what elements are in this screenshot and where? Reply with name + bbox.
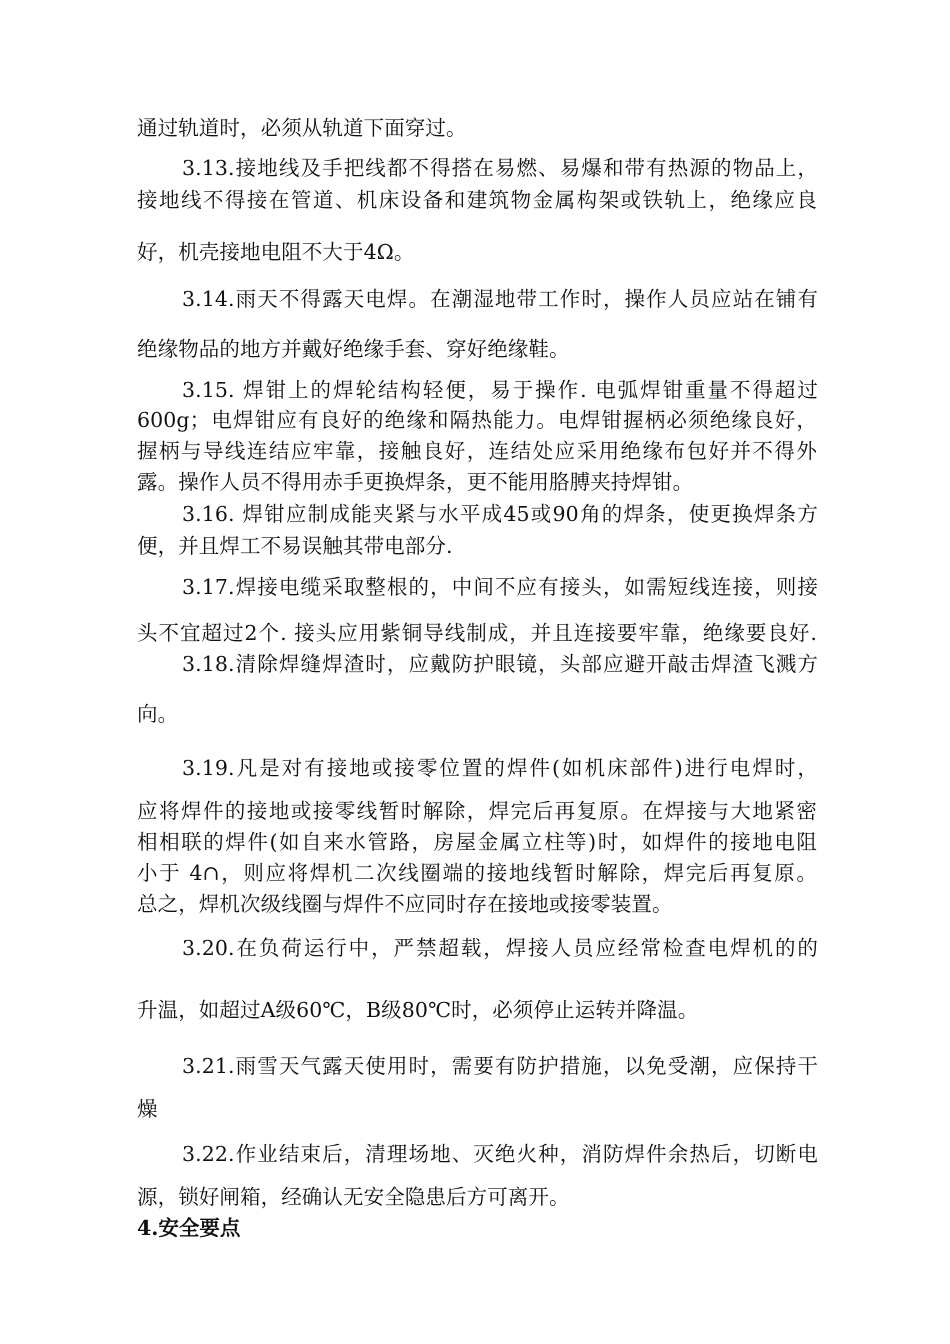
text-line: 握柄与导线连结应牢靠，接触良好，连结处应采用绝缘布包好并不得外 [137, 439, 817, 463]
text-line: 3.15. 焊钳上的焊轮结构轻便，易于操作. 电弧焊钳重量不得超过 [182, 378, 818, 402]
text-line: 源，锁好闸箱，经确认无安全隐患后方可离开。 [137, 1185, 570, 1209]
text-line: 3.22.作业结束后，清理场地、灭绝火种，消防焊件余热后，切断电 [182, 1142, 818, 1166]
text-line: 3.13.接地线及手把线都不得搭在易燃、易爆和带有热源的物品上， [182, 156, 818, 180]
text-line: 3.19.凡是对有接地或接零位置的焊件(如机床部件)进行电焊时， [182, 756, 818, 780]
section-heading: 4.安全要点 [137, 1216, 241, 1240]
text-line: 小于 4∩，则应将焊机二次线圈端的接地线暂时解除，焊完后再复原。 [137, 861, 817, 885]
text-line: 总之，焊机次级线圈与焊件不应同时存在接地或接零装置。 [137, 892, 673, 916]
text-line: 头不宜超过2个. 接头应用紫铜导线制成，并且连接要牢靠，绝缘要良好. [137, 621, 817, 645]
text-line: 应将焊件的接地或接零线暂时解除，焊完后再复原。在焊接与大地紧密 [137, 799, 817, 823]
text-line: 燥 [137, 1097, 158, 1121]
text-line: 升温，如超过A级60℃，B级80℃时，必须停止运转并降温。 [137, 998, 699, 1022]
text-line: 露。操作人员不得用赤手更换焊条，更不能用胳膊夹持焊钳。 [137, 470, 694, 494]
text-line: 相相联的焊件(如自来水管路，房屋金属立柱等)时，如焊件的接地电阻 [137, 830, 817, 854]
text-line: 3.14.雨天不得露天电焊。在潮湿地带工作时，操作人员应站在铺有 [182, 287, 818, 311]
text-line: 3.20.在负荷运行中，严禁超载，焊接人员应经常检查电焊机的的 [182, 936, 818, 960]
text-line: 3.16. 焊钳应制成能夹紧与水平成45或90角的焊条，使更换焊条方 [182, 502, 818, 526]
text-line: 3.18.清除焊缝焊渣时，应戴防护眼镜，头部应避开敲击焊渣飞溅方 [182, 652, 818, 676]
text-line: 接地线不得接在管道、机床设备和建筑物金属构架或铁轨上，绝缘应良 [137, 188, 817, 212]
text-line: 3.21.雨雪天气露天使用时，需要有防护措施，以免受潮，应保持干 [182, 1054, 818, 1078]
text-line: 好，机壳接地电阻不大于4Ω。 [137, 240, 415, 264]
text-line: 3.17.焊接电缆采取整根的，中间不应有接头，如需短线连接，则接 [182, 575, 818, 599]
text-line: 向。 [137, 702, 179, 726]
text-line: 绝缘物品的地方并戴好绝缘手套、穿好绝缘鞋。 [137, 337, 570, 361]
text-line: 便，并且焊工不易误触其带电部分. [137, 534, 453, 558]
text-line: 通过轨道时，必须从轨道下面穿过。 [137, 116, 467, 140]
text-line: 600g；电焊钳应有良好的绝缘和隔热能力。电焊钳握柄必须绝缘良好， [137, 408, 817, 432]
